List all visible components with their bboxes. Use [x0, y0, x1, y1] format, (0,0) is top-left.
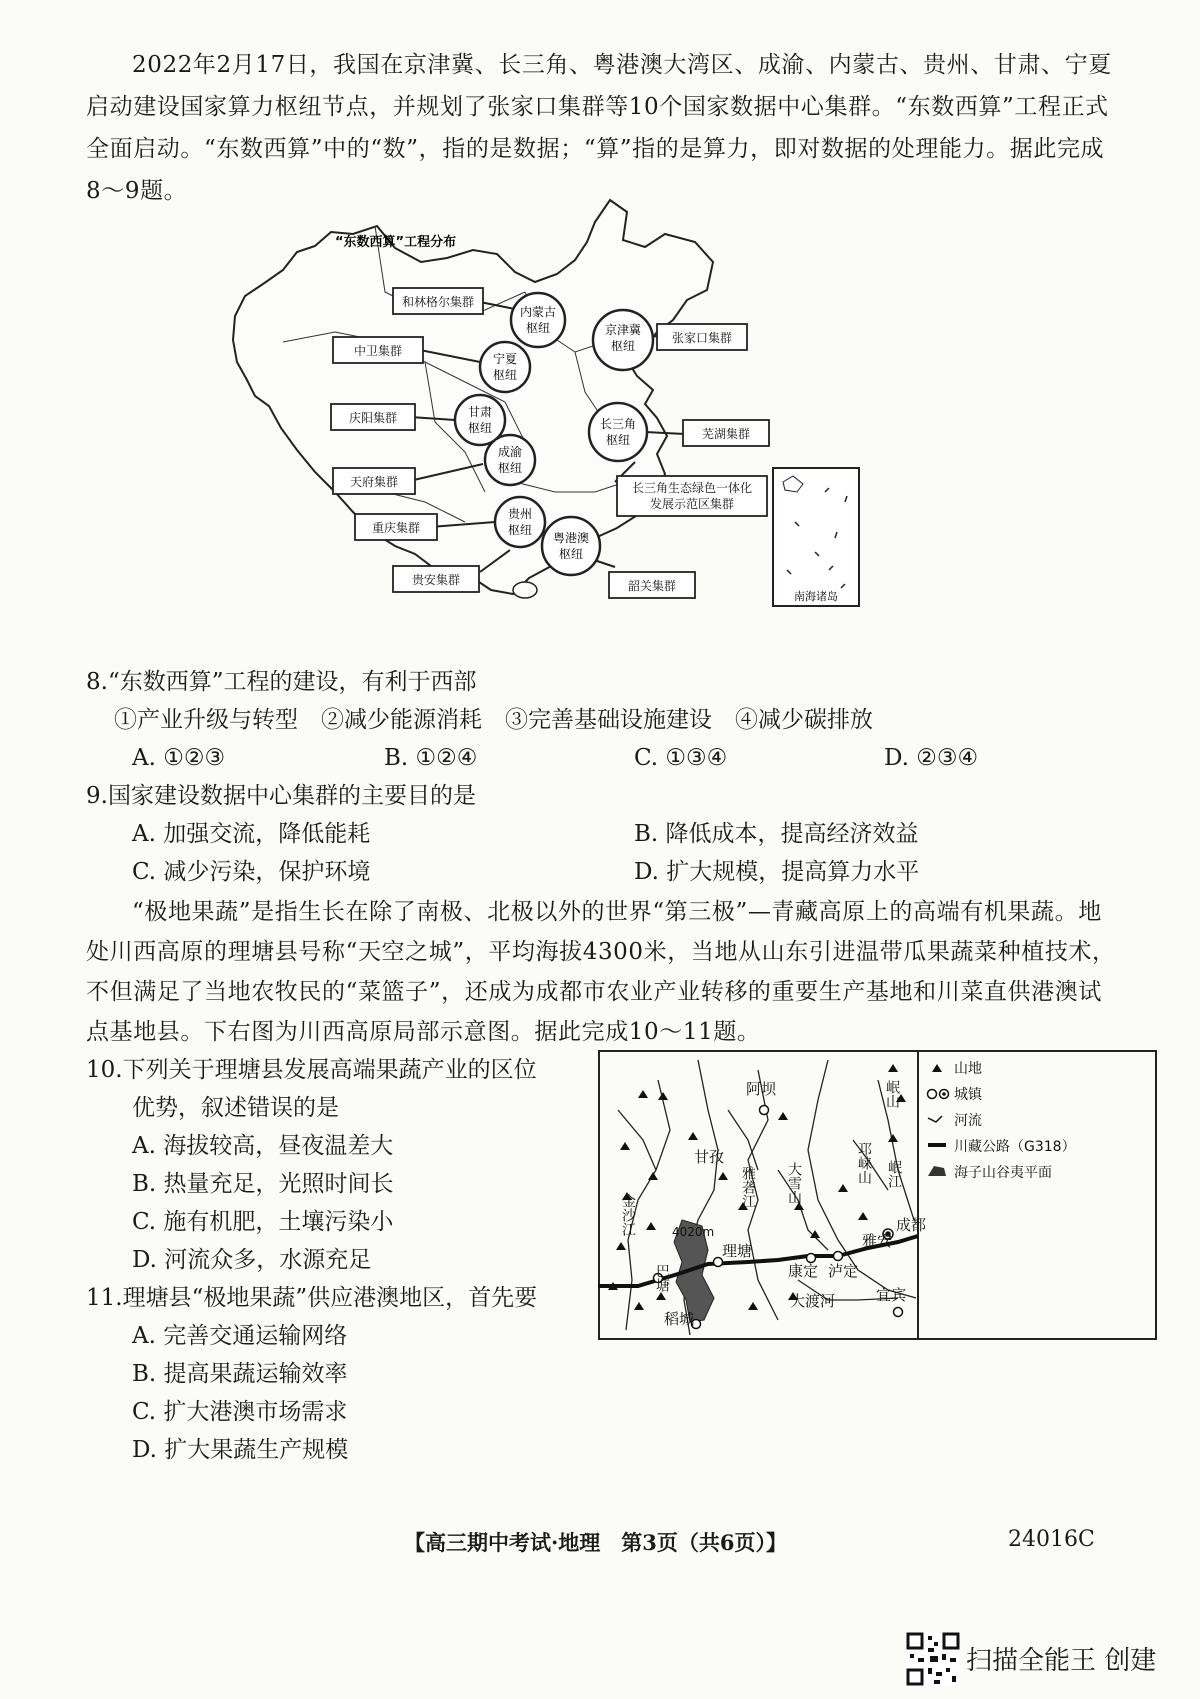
svg-text:理塘: 理塘	[722, 1242, 753, 1260]
q10-stem-line1: 10.下列关于理塘县发展高端果蔬产业的区位	[86, 1057, 537, 1083]
hub-ningxia	[480, 342, 530, 392]
cluster-wuhu	[683, 420, 769, 446]
svg-text:中卫集群: 中卫集群	[353, 344, 403, 358]
svg-text:河流: 河流	[954, 1113, 982, 1129]
svg-text:粤港澳: 粤港澳	[552, 531, 590, 545]
svg-text:和林格尔集群: 和林格尔集群	[401, 295, 475, 309]
q9-stem: 9.国家建设数据中心集群的主要目的是	[86, 783, 476, 809]
svg-text:枢纽: 枢纽	[605, 433, 631, 447]
svg-text:枢纽: 枢纽	[558, 547, 584, 561]
q11-option-c[interactable]: C. 扩大港澳市场需求	[132, 1399, 348, 1425]
svg-text:京津冀: 京津冀	[604, 323, 642, 337]
svg-text:枢纽: 枢纽	[467, 421, 493, 435]
svg-text:长三角: 长三角	[599, 417, 637, 431]
svg-text:城镇: 城镇	[954, 1087, 982, 1103]
svg-text:甘肃: 甘肃	[467, 405, 493, 419]
q8-items: ①产业升级与转型 ②减少能源消耗 ③完善基础设施建设 ④减少碳排放	[114, 707, 873, 733]
q11-option-d[interactable]: D. 扩大果蔬生产规模	[132, 1437, 349, 1463]
q10-option-c[interactable]: C. 施有机肥，土壤污染小	[132, 1209, 394, 1235]
svg-text:大渡河: 大渡河	[790, 1292, 836, 1310]
scanner-watermark: 扫描全能王 创建	[966, 1646, 1157, 1676]
q8-option-b[interactable]: B. ①②④	[384, 745, 478, 771]
cluster-yangtze-eco	[617, 476, 767, 516]
intro-paragraph-2: “极地果蔬”是指生长在除了南极、北极以外的世界“第三极”—青藏高原上的高端有机果蔬。地处川西高原的理塘县号称“天空之城”，平均海拔4300米，当地从山东引进温带瓜果蔬菜种植技术，不但满足了当地农牧民的“菜篮子”，还成为成都市农业产业转移的重要生产基地和川菜直供港澳试点基地县。下右图为川西高原局部示意图。据此完成10～11题。	[86, 899, 1116, 1045]
svg-text:贵州: 贵州	[507, 507, 533, 521]
q8-stem: 8.“东数西算”工程的建设，有利于西部	[86, 669, 477, 695]
cluster-shaoguan	[609, 572, 695, 598]
east-data-west-computing-map	[225, 192, 875, 612]
svg-text:大雪山: 大雪山	[786, 1162, 802, 1204]
svg-text:韶关集群: 韶关集群	[627, 579, 677, 593]
hub-inner-mongolia	[511, 293, 565, 347]
cluster-chongqing	[355, 514, 437, 540]
svg-text:内蒙古: 内蒙古	[519, 305, 557, 319]
svg-text:宜宾: 宜宾	[876, 1286, 907, 1304]
svg-text:阿坝: 阿坝	[746, 1080, 777, 1098]
cluster-zhongwei	[333, 337, 423, 363]
svg-text:成渝: 成渝	[497, 445, 523, 459]
svg-text:雅安: 雅安	[862, 1232, 893, 1250]
svg-text:枢纽: 枢纽	[497, 461, 523, 475]
svg-text:山地: 山地	[954, 1061, 982, 1077]
svg-text:庆阳集群: 庆阳集群	[348, 411, 398, 425]
svg-text:张家口集群: 张家口集群	[671, 331, 733, 345]
svg-text:枢纽: 枢纽	[610, 339, 636, 353]
svg-text:南海诸岛: 南海诸岛	[794, 590, 838, 603]
svg-text:4020m: 4020m	[672, 1225, 715, 1239]
q11-option-a[interactable]: A. 完善交通运输网络	[132, 1323, 348, 1349]
hub-beijing-tianjin-hebei	[593, 310, 653, 370]
intro-paragraph-1: 2022年2月17日，我国在京津冀、长三角、粤港澳大湾区、成渝、内蒙古、贵州、甘肃、宁夏启动建设国家算力枢纽节点，并规划了张家口集群等10个国家数据中心集群。“东数西算”工程正式全面启动。“东数西算”中的“数”，指的是数据；“算”指的是算力，即对数据的处理能力。据此完成8～9题。	[86, 52, 1112, 204]
west-sichuan-plateau-map	[598, 1050, 1158, 1340]
cluster-tianfu	[333, 468, 415, 494]
q11-option-b[interactable]: B. 提高果蔬运输效率	[132, 1361, 348, 1387]
qr-code-icon	[906, 1632, 960, 1686]
svg-text:稻城: 稻城	[664, 1310, 695, 1328]
svg-text:岷江: 岷江	[886, 1160, 902, 1188]
q10-option-d[interactable]: D. 河流众多，水源充足	[132, 1247, 372, 1273]
page-footer: 【高三期中考试·地理 第3页（共6页）】	[404, 1530, 788, 1555]
hub-guizhou	[495, 497, 545, 547]
svg-text:岷山: 岷山	[884, 1080, 900, 1108]
q8-option-a[interactable]: A. ①②③	[132, 745, 226, 771]
cluster-guian	[393, 566, 479, 592]
south-china-sea-inset	[773, 468, 859, 606]
svg-text:泸定: 泸定	[828, 1262, 859, 1280]
svg-text:川藏公路（G318）: 川藏公路（G318）	[954, 1139, 1076, 1155]
q11-stem: 11.理塘县“极地果蔬”供应港澳地区，首先要	[86, 1285, 538, 1311]
q10-option-a[interactable]: A. 海拔较高，昼夜温差大	[132, 1133, 394, 1159]
q9-option-a[interactable]: A. 加强交流，降低能耗	[132, 821, 371, 847]
svg-text:枢纽: 枢纽	[525, 321, 551, 335]
svg-text:长三角生态绿色一体化: 长三角生态绿色一体化	[631, 481, 753, 495]
q9-option-c[interactable]: C. 减少污染，保护环境	[132, 859, 371, 885]
svg-text:雅砻江: 雅砻江	[740, 1166, 756, 1208]
q9-option-d[interactable]: D. 扩大规模，提高算力水平	[634, 859, 920, 885]
svg-text:宁夏: 宁夏	[492, 352, 518, 366]
hub-yangtze-delta	[589, 403, 647, 461]
svg-text:邛崃山: 邛崃山	[856, 1142, 872, 1184]
hub-chengdu-chongqing	[485, 435, 535, 485]
svg-text:巴塘: 巴塘	[654, 1264, 670, 1292]
svg-text:海子山谷夷平面: 海子山谷夷平面	[954, 1165, 1052, 1181]
q10-stem-line2: 优势，叙述错误的是	[132, 1095, 339, 1121]
svg-text:金沙江: 金沙江	[620, 1194, 636, 1236]
exam-code: 24016C	[1008, 1527, 1095, 1552]
q8-option-d[interactable]: D. ②③④	[884, 745, 979, 771]
cluster-qingyang	[331, 404, 415, 430]
svg-text:成都: 成都	[896, 1216, 927, 1234]
svg-text:贵安集群: 贵安集群	[411, 573, 461, 587]
svg-text:甘孜: 甘孜	[694, 1148, 725, 1166]
map1-title: “东数西算”工程分布	[335, 235, 457, 250]
svg-text:天府集群: 天府集群	[349, 475, 399, 489]
q10-option-b[interactable]: B. 热量充足，光照时间长	[132, 1171, 394, 1197]
svg-text:枢纽: 枢纽	[492, 368, 518, 382]
q8-option-c[interactable]: C. ①③④	[634, 745, 728, 771]
cluster-helingeer	[393, 288, 483, 314]
q9-option-b[interactable]: B. 降低成本，提高经济效益	[634, 821, 919, 847]
svg-text:重庆集群: 重庆集群	[371, 521, 421, 535]
cluster-zhangjiakou	[657, 324, 747, 350]
svg-text:发展示范区集群: 发展示范区集群	[649, 497, 735, 511]
hub-guangdong-hk-macao	[542, 517, 600, 575]
svg-text:枢纽: 枢纽	[507, 523, 533, 537]
svg-text:康定: 康定	[788, 1262, 819, 1280]
hainan-island	[513, 582, 537, 598]
svg-text:芜湖集群: 芜湖集群	[701, 427, 751, 441]
